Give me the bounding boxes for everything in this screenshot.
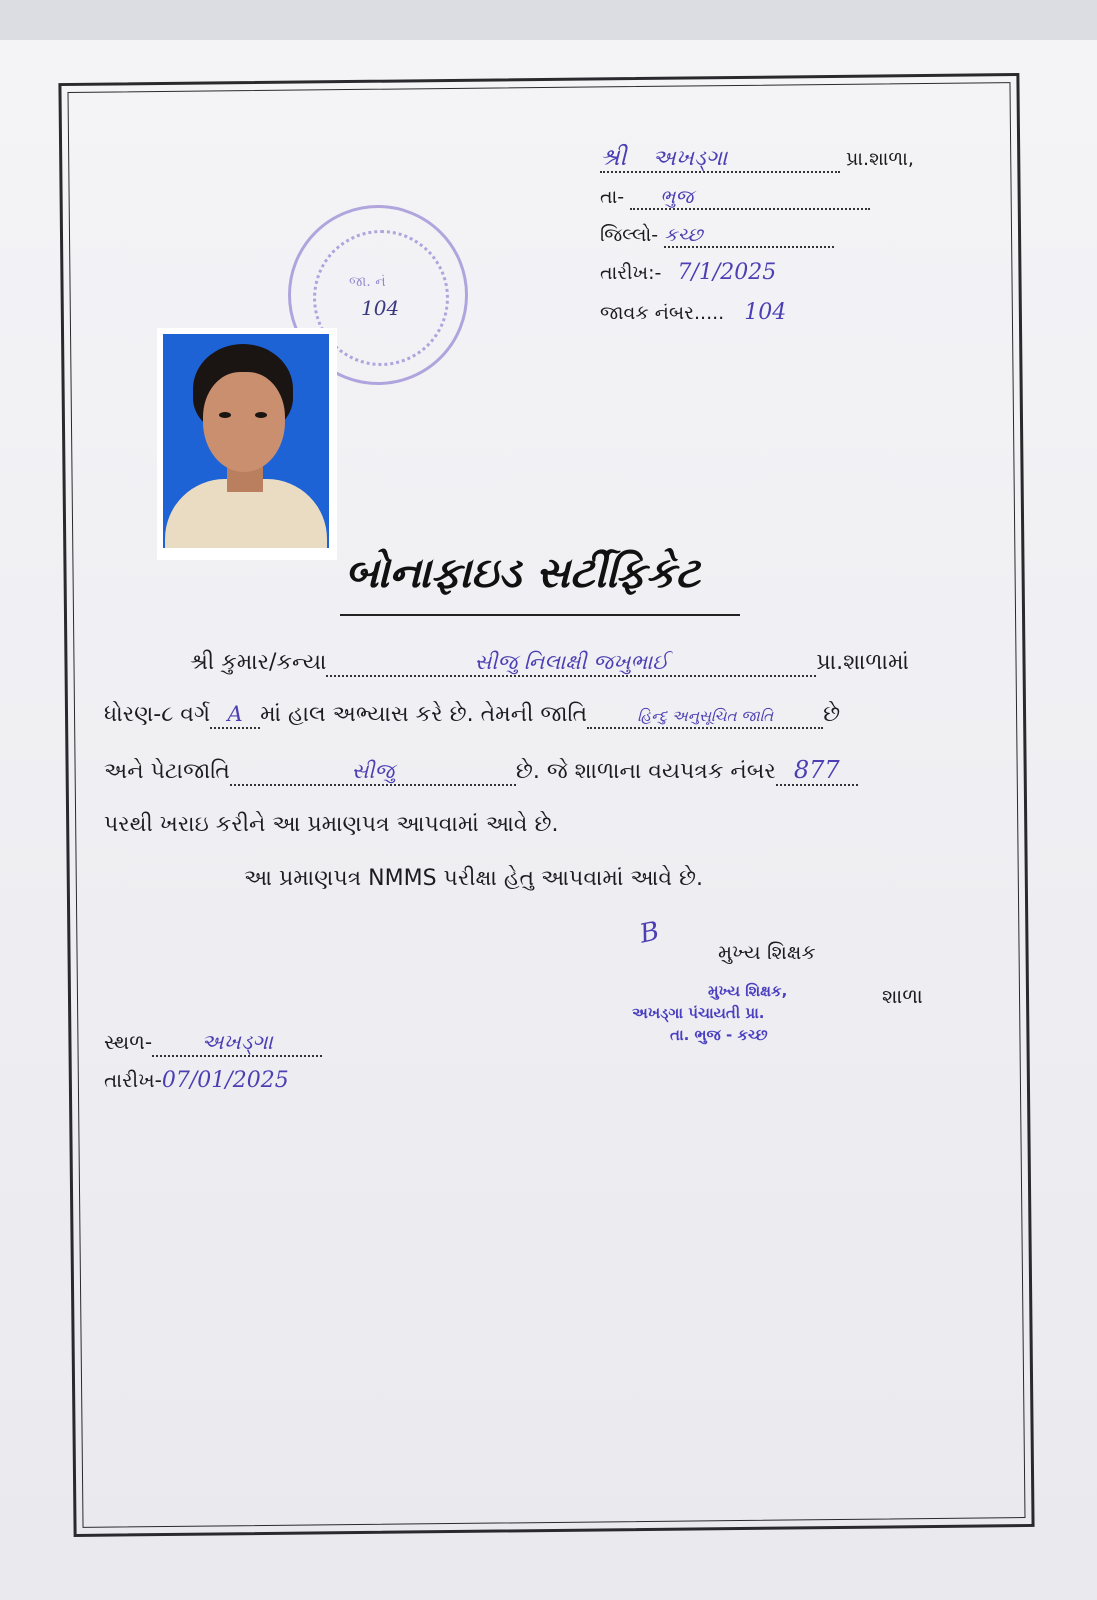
- school-name-line: [600, 143, 914, 173]
- inward-line: [600, 300, 786, 325]
- stamp-number: 104: [361, 296, 400, 320]
- certificate-inner-border: [68, 82, 1026, 1528]
- certificate-line-4: પરથી ખરાઇ કરીને આ પ્રમાણપત્ર આપવામાં આવે છે.: [104, 812, 559, 837]
- inward-label: જાવક નંબર.....: [600, 302, 725, 324]
- headmaster-role: મુખ્ય શિક્ષક: [718, 940, 816, 964]
- place-value: અખડ્ગા: [201, 1030, 273, 1054]
- certificate-line-1: [190, 650, 909, 677]
- taluka-value: ભુજ: [660, 186, 694, 208]
- place-label: સ્થળ-: [104, 1030, 153, 1054]
- stamp-line-2: અખડ્ગા પંચાયતી પ્રા.: [632, 1004, 765, 1022]
- photo-face: [203, 372, 285, 472]
- date-line: [600, 260, 776, 285]
- stamp-line-1: મુખ્ય શિક્ષક,: [708, 982, 788, 1000]
- register-number: 877: [793, 756, 840, 784]
- student-photo: [157, 328, 337, 560]
- district-value: કચ્છ: [664, 224, 703, 246]
- line2-mid: માં હાલ અભ્યાસ કરે છે. તેમની જાતિ: [260, 702, 588, 727]
- photo-left-eye: [219, 412, 231, 418]
- certificate-title: બોનાફાઇડ સર્ટીફિકેટ: [345, 548, 700, 597]
- school-name: અખડ્ગા: [652, 146, 728, 171]
- headmaster-stamp: [632, 980, 787, 1046]
- taluka-label: તા-: [600, 186, 625, 208]
- district-line: [600, 224, 834, 248]
- line3-prefix: અને પેટાજાતિ: [104, 759, 230, 784]
- footer-date-label: તારીખ-: [104, 1068, 162, 1092]
- stamp-line-3: તા. ભુજ - કચ્છ: [670, 1026, 768, 1044]
- photo-background: [163, 334, 329, 548]
- certificate-line-3: [104, 756, 858, 786]
- line2-suffix: છે: [823, 702, 841, 727]
- division-value: A: [227, 702, 243, 726]
- school-prefix: શ્રી: [600, 143, 627, 171]
- certificate-border: [58, 73, 1034, 1537]
- caste-value: હિન્દુ અનુસૂચિત જાતિ: [637, 707, 774, 725]
- student-name: સીજુ નિલાક્ષી જખુભાઈ: [474, 650, 669, 674]
- district-label: જિલ્લો-: [600, 224, 659, 246]
- school-suffix: પ્રા.શાળા,: [846, 148, 914, 170]
- taluka-line: [600, 186, 870, 210]
- certificate-line-2: [104, 702, 840, 729]
- footer-date-line: [104, 1068, 289, 1093]
- headmaster-signature: B: [637, 916, 663, 950]
- title-underline: [340, 614, 740, 616]
- date-label: તારીખ:-: [600, 262, 662, 284]
- stamp-label: જા. નં: [349, 274, 386, 290]
- footer-date-value: 07/01/2025: [161, 1068, 289, 1093]
- place-line: [104, 1030, 322, 1057]
- photo-right-eye: [255, 412, 267, 418]
- line1-suffix: પ્રા.શાળામાં: [816, 650, 909, 675]
- line1-prefix: શ્રી કુમાર/કન્યા: [190, 650, 327, 675]
- line3-mid: છે. જે શાળાના વયપત્રક નંબર: [515, 759, 776, 784]
- inward-value: 104: [744, 300, 787, 325]
- line2-prefix: ધોરણ-૮ વર્ગ: [104, 702, 211, 727]
- sub-caste-value: સીજુ: [351, 759, 395, 783]
- certificate-line-5: આ પ્રમાણપત્ર NMMS પરીક્ષા હેતુ આપવામાં આવે છે.: [244, 866, 704, 891]
- date-value: 7/1/2025: [677, 260, 777, 285]
- school-suffix-label: શાળા: [882, 984, 923, 1008]
